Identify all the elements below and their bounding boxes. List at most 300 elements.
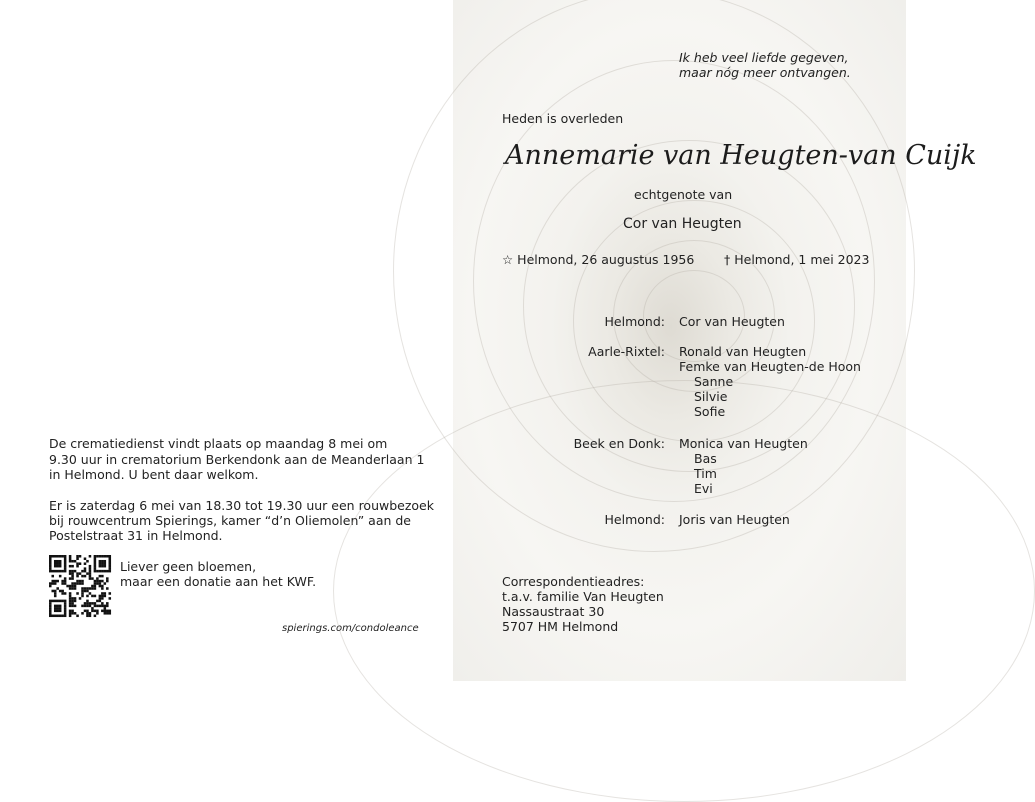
spouse-intro: echtgenote van (634, 187, 733, 202)
death-date: † Helmond, 1 mei 2023 (724, 252, 870, 267)
qr-module (54, 610, 57, 613)
condolence-link[interactable]: spierings.com/condoleance (282, 623, 419, 634)
qr-module (64, 560, 67, 563)
qr-module (86, 560, 89, 563)
qr-module (54, 560, 57, 563)
qr-code-icon[interactable] (49, 555, 111, 617)
qr-module (49, 602, 52, 605)
family-place-2: Aarle-Rixtel: (588, 344, 665, 359)
family-member: Joris van Heugten (679, 512, 790, 527)
qr-module (101, 575, 104, 578)
visit-line-1: Er is zaterdag 6 mei van 18.30 tot 19.30 uur een rouwbezoek (49, 498, 434, 513)
qr-module (109, 555, 112, 558)
qr-module (64, 592, 67, 595)
qr-module (81, 590, 84, 593)
qr-module (71, 605, 74, 608)
qr-module (109, 597, 112, 600)
qr-module (56, 560, 59, 563)
qr-module (76, 582, 79, 585)
correspondence-line: t.a.v. familie Van Heugten (502, 589, 664, 604)
qr-module (64, 582, 67, 585)
qr-module (91, 602, 94, 605)
qr-module (94, 555, 97, 558)
qr-module (104, 607, 107, 610)
qr-module (89, 572, 92, 575)
qr-module (64, 610, 67, 613)
qr-module (109, 565, 112, 568)
qr-module (64, 570, 67, 573)
qr-module (49, 560, 52, 563)
qr-module (64, 567, 67, 570)
qr-module (69, 615, 72, 618)
qr-module (109, 562, 112, 565)
qr-module (81, 580, 84, 583)
qr-module (89, 575, 92, 578)
qr-module (106, 577, 109, 580)
qr-module (54, 600, 57, 603)
qr-module (76, 565, 79, 568)
qr-module (76, 580, 79, 583)
qr-module (51, 575, 54, 578)
qr-module (99, 582, 102, 585)
qr-module (71, 587, 74, 590)
qr-module (74, 612, 77, 615)
qr-module (86, 587, 89, 590)
qr-module (64, 577, 67, 580)
qr-module (94, 605, 97, 608)
qr-module (101, 587, 104, 590)
qr-module (54, 562, 57, 565)
qr-module (101, 580, 104, 583)
qr-module (56, 570, 59, 573)
qr-module (76, 592, 79, 595)
intro-text: Heden is overleden (502, 111, 624, 126)
qr-module (79, 562, 82, 565)
qr-module (71, 575, 74, 578)
qr-module (56, 610, 59, 613)
family-place-4: Helmond: (604, 512, 665, 527)
qr-module (61, 570, 64, 573)
qr-module (51, 580, 54, 583)
qr-module (54, 605, 57, 608)
qr-module (64, 602, 67, 605)
qr-module (89, 612, 92, 615)
qr-module (99, 597, 102, 600)
qr-module (99, 565, 102, 568)
qr-module (49, 567, 52, 570)
qr-module (54, 607, 57, 610)
qr-module (59, 600, 62, 603)
qr-module (109, 567, 112, 570)
qr-module (106, 587, 109, 590)
qr-module (79, 555, 82, 558)
qr-module (56, 615, 59, 618)
qr-module (84, 575, 87, 578)
qr-module (86, 600, 89, 603)
qr-module (49, 610, 52, 613)
family-member: Femke van Heugten-de Hoon (679, 359, 861, 374)
qr-module (54, 555, 57, 558)
qr-module (106, 580, 109, 583)
qr-module (51, 555, 54, 558)
qr-module (81, 612, 84, 615)
qr-module (49, 612, 52, 615)
qr-module (54, 582, 57, 585)
qr-module (86, 602, 89, 605)
qr-module (64, 557, 67, 560)
qr-module (56, 607, 59, 610)
qr-module (94, 562, 97, 565)
qr-module (69, 560, 72, 563)
qr-module (49, 582, 52, 585)
qr-module (64, 562, 67, 565)
qr-module (69, 557, 72, 560)
qr-module (59, 555, 62, 558)
qr-module (69, 565, 72, 568)
qr-module (106, 570, 109, 573)
right-page (453, 0, 977, 681)
qr-module (54, 595, 57, 598)
qr-module (94, 570, 97, 573)
qr-module (104, 555, 107, 558)
qr-module (104, 610, 107, 613)
qr-module (56, 565, 59, 568)
qr-module (71, 597, 74, 600)
qr-module (79, 582, 82, 585)
qr-module (94, 615, 97, 618)
grandchild: Tim (694, 466, 717, 481)
qr-module (84, 602, 87, 605)
qr-module (71, 570, 74, 573)
qr-module (56, 587, 59, 590)
qr-module (59, 610, 62, 613)
qr-module (106, 612, 109, 615)
qr-module (61, 600, 64, 603)
correspondence-line: Nassaustraat 30 (502, 604, 605, 619)
qr-module (71, 560, 74, 563)
qr-module (96, 570, 99, 573)
qr-module (91, 607, 94, 610)
qr-module (71, 585, 74, 588)
qr-module (81, 592, 84, 595)
qr-module (64, 615, 67, 618)
qr-module (74, 587, 77, 590)
qr-module (49, 565, 52, 568)
qr-module (96, 555, 99, 558)
qr-module (69, 570, 72, 573)
qr-module (74, 597, 77, 600)
qr-module (59, 562, 62, 565)
qr-module (51, 570, 54, 573)
qr-module (89, 555, 92, 558)
qr-module (86, 615, 89, 618)
qr-module (101, 595, 104, 598)
qr-module (94, 567, 97, 570)
qr-module (59, 590, 62, 593)
qr-module (61, 590, 64, 593)
qr-module (94, 585, 97, 588)
qr-module (99, 562, 102, 565)
visit-line-3: Postelstraat 31 in Helmond. (49, 528, 223, 543)
qr-module (69, 597, 72, 600)
qr-module (56, 562, 59, 565)
qr-module (81, 570, 84, 573)
qr-module (106, 555, 109, 558)
qr-module (51, 600, 54, 603)
qr-module (84, 567, 87, 570)
qr-module (71, 572, 74, 575)
qr-module (84, 557, 87, 560)
qr-module (84, 610, 87, 613)
qr-module (91, 585, 94, 588)
qr-module (81, 575, 84, 578)
qr-module (69, 592, 72, 595)
qr-module (59, 615, 62, 618)
qr-module (71, 577, 74, 580)
qr-module (74, 582, 77, 585)
qr-module (101, 597, 104, 600)
birth-date: ☆ Helmond, 26 augustus 1956 (502, 252, 695, 267)
qr-module (79, 580, 82, 583)
qr-module (51, 590, 54, 593)
qr-module (89, 570, 92, 573)
qr-module (59, 575, 62, 578)
qr-module (101, 562, 104, 565)
qr-module (74, 605, 77, 608)
family-member: Monica van Heugten (679, 436, 808, 451)
qr-module (66, 585, 69, 588)
qr-module (89, 592, 92, 595)
qr-module (91, 610, 94, 613)
qr-module (106, 610, 109, 613)
qr-module (74, 560, 77, 563)
qr-module (96, 605, 99, 608)
qr-module (64, 612, 67, 615)
quote-line-1: Ik heb veel liefde gegeven, (679, 50, 849, 65)
qr-module (81, 582, 84, 585)
qr-module (89, 587, 92, 590)
qr-module (109, 610, 112, 613)
qr-module (59, 607, 62, 610)
qr-module (49, 615, 52, 618)
qr-module (64, 605, 67, 608)
qr-module (109, 560, 112, 563)
qr-module (74, 600, 77, 603)
qr-module (49, 570, 52, 573)
qr-module (71, 612, 74, 615)
correspondence-label: Correspondentieadres: (502, 574, 645, 589)
qr-module (101, 555, 104, 558)
qr-module (84, 570, 87, 573)
qr-module (69, 587, 72, 590)
qr-module (56, 605, 59, 608)
qr-module (94, 580, 97, 583)
qr-module (69, 610, 72, 613)
qr-module (99, 595, 102, 598)
qr-module (54, 580, 57, 583)
qr-module (61, 580, 64, 583)
qr-module (86, 605, 89, 608)
qr-module (49, 562, 52, 565)
qr-module (89, 615, 92, 618)
qr-module (109, 612, 112, 615)
qr-module (96, 610, 99, 613)
qr-module (64, 600, 67, 603)
qr-module (69, 600, 72, 603)
qr-module (71, 602, 74, 605)
qr-module (56, 580, 59, 583)
qr-module (94, 602, 97, 605)
qr-module (99, 560, 102, 563)
flowers-note-line-2: maar een donatie aan het KWF. (120, 574, 317, 589)
qr-module (101, 602, 104, 605)
qr-module (96, 612, 99, 615)
correspondence-line: 5707 HM Helmond (502, 619, 619, 634)
flowers-note-line-1: Liever geen bloemen, (120, 559, 257, 574)
qr-module (59, 570, 62, 573)
qr-module (64, 555, 67, 558)
qr-module (49, 600, 52, 603)
qr-module (96, 582, 99, 585)
qr-module (54, 590, 57, 593)
qr-module (76, 575, 79, 578)
qr-module (56, 600, 59, 603)
qr-module (81, 595, 84, 598)
qr-module (99, 580, 102, 583)
qr-module (76, 562, 79, 565)
qr-module (91, 577, 94, 580)
service-line-3: in Helmond. U bent daar welkom. (49, 467, 259, 482)
qr-module (104, 562, 107, 565)
qr-module (54, 615, 57, 618)
spouse-name: Cor van Heugten (623, 216, 742, 232)
qr-module (51, 582, 54, 585)
qr-module (69, 585, 72, 588)
qr-module (84, 562, 87, 565)
qr-module (99, 605, 102, 608)
qr-module (54, 592, 57, 595)
qr-module (51, 615, 54, 618)
qr-module (109, 570, 112, 573)
qr-module (69, 577, 72, 580)
qr-module (86, 612, 89, 615)
qr-module (74, 570, 77, 573)
qr-module (106, 602, 109, 605)
grandchild: Sanne (694, 374, 734, 389)
qr-module (49, 585, 52, 588)
family-place-3: Beek en Donk: (573, 436, 665, 451)
qr-module (69, 605, 72, 608)
grandchild: Sofie (694, 404, 726, 419)
qr-module (69, 572, 72, 575)
service-line-1: De crematiedienst vindt plaats op maandag 8 mei om (49, 436, 388, 451)
qr-module (74, 585, 77, 588)
qr-module (101, 565, 104, 568)
qr-module (84, 590, 87, 593)
qr-module (94, 595, 97, 598)
qr-module (104, 565, 107, 568)
qr-module (94, 582, 97, 585)
qr-module (69, 555, 72, 558)
qr-module (86, 595, 89, 598)
qr-module (81, 605, 84, 608)
qr-module (89, 605, 92, 608)
grandchild: Evi (694, 481, 713, 496)
qr-module (79, 572, 82, 575)
qr-module (69, 595, 72, 598)
qr-module (99, 600, 102, 603)
qr-module (101, 560, 104, 563)
qr-module (64, 565, 67, 568)
qr-module (89, 567, 92, 570)
qr-module (61, 615, 64, 618)
qr-module (49, 607, 52, 610)
qr-module (94, 587, 97, 590)
qr-module (94, 557, 97, 560)
qr-module (94, 560, 97, 563)
qr-module (79, 597, 82, 600)
qr-module (59, 565, 62, 568)
qr-module (109, 557, 112, 560)
qr-module (76, 572, 79, 575)
qr-module (86, 572, 89, 575)
qr-module (69, 612, 72, 615)
qr-module (69, 602, 72, 605)
qr-module (84, 587, 87, 590)
qr-module (104, 612, 107, 615)
qr-module (104, 582, 107, 585)
qr-module (76, 557, 79, 560)
qr-module (104, 592, 107, 595)
qr-module (59, 605, 62, 608)
qr-module (54, 570, 57, 573)
qr-module (89, 602, 92, 605)
qr-module (81, 587, 84, 590)
service-line-2: 9.30 uur in crematorium Berkendonk aan de Meanderlaan 1 (49, 452, 425, 467)
qr-module (91, 595, 94, 598)
qr-module (49, 557, 52, 560)
qr-module (104, 595, 107, 598)
family-member: Ronald van Heugten (679, 344, 807, 359)
qr-module (76, 615, 79, 618)
family-place-1: Helmond: (604, 314, 665, 329)
qr-module (61, 555, 64, 558)
qr-module (61, 592, 64, 595)
qr-module (56, 555, 59, 558)
deceased-name: Annemarie van Heugten-van Cuijk (505, 140, 977, 171)
qr-module (99, 585, 102, 588)
qr-module (71, 600, 74, 603)
grandchild: Silvie (694, 389, 728, 404)
qr-module (86, 610, 89, 613)
qr-module (96, 580, 99, 583)
qr-module (104, 560, 107, 563)
qr-module (54, 565, 57, 568)
qr-module (99, 575, 102, 578)
qr-module (71, 565, 74, 568)
qr-module (96, 577, 99, 580)
qr-module (76, 555, 79, 558)
qr-module (49, 555, 52, 558)
qr-module (71, 610, 74, 613)
qr-module (104, 570, 107, 573)
qr-module (61, 582, 64, 585)
qr-module (94, 610, 97, 613)
qr-module (101, 585, 104, 588)
quote-line-2: maar nóg meer ontvangen. (679, 65, 851, 80)
qr-module (91, 587, 94, 590)
visit-line-2: bij rouwcentrum Spierings, kamer “d’n Oliemolen” aan de (49, 513, 411, 528)
